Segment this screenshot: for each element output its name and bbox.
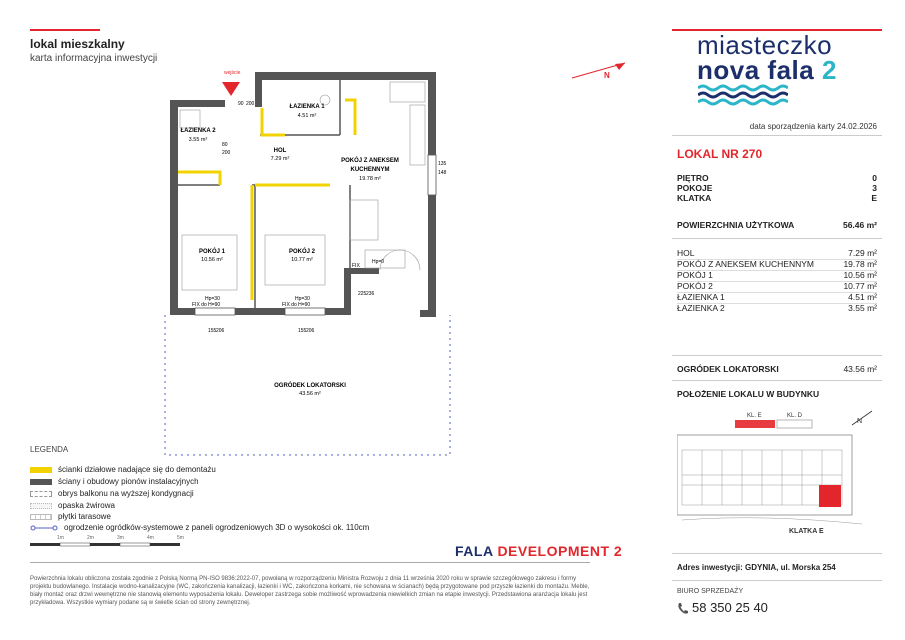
logo-waves-icon [698, 84, 788, 106]
room-label-lazienka2: ŁAZIENKA 2 [180, 128, 216, 134]
room-area-pokoj2: 10.77 m² [291, 257, 313, 263]
divider [672, 355, 882, 356]
dim-label: 225 [358, 291, 367, 297]
area-row: POWIERZCHNIA UŻYTKOWA 56.46 m² [677, 220, 877, 230]
tiles-swatch-icon [30, 514, 52, 520]
yellow-swatch-icon [30, 467, 52, 473]
dim-label: 135 [438, 161, 447, 167]
balcony-swatch-icon [30, 491, 52, 497]
kl-d-label: KL. D [787, 413, 803, 419]
room-area-pokoj1: 10.56 m² [201, 257, 223, 263]
fix-label-1: FIX do H=90 [192, 302, 221, 308]
address: Adres inwestycji: GDYNIA, ul. Morska 254 [677, 563, 836, 572]
kl-e-label: KL. E [747, 413, 762, 419]
page-title: lokal mieszkalny [30, 37, 125, 51]
north-arrow-icon [852, 411, 872, 425]
room-area-ogrodek: 43.56 m² [299, 391, 321, 397]
divider [672, 135, 882, 136]
legend-item: ścianki działowe nadające się do demontażu [30, 464, 216, 475]
dim-label: 148 [438, 170, 447, 176]
room-area-lazienka2: 3.55 m² [188, 137, 208, 143]
hp-label-1: Hp=30 [205, 296, 220, 302]
room-row: POKÓJ 1 10.56 m² [677, 270, 877, 280]
logo-line1: miasteczko [697, 30, 833, 60]
footer-rule [30, 562, 590, 563]
svg-text:N: N [857, 418, 863, 425]
legend-item: ogrodzenie ogródków-systemowe z paneli ogrodzeniowych 3D o wysokości ok. 110cm [30, 522, 369, 533]
dim-label: 155 [208, 328, 217, 334]
room-label-salon: POKÓJ Z ANEKSEM [341, 158, 399, 164]
room-label-pokoj1: POKÓJ 1 [198, 249, 226, 255]
klatka-row: KLATKA E [677, 193, 877, 203]
hp-label-2: Hp=30 [295, 296, 310, 302]
logo-number: 2 [821, 55, 837, 85]
floor-plan [160, 60, 460, 470]
svg-text:5m: 5m [177, 535, 184, 541]
pokoje-row: POKOJE 3 [677, 183, 877, 193]
svg-text:N: N [604, 71, 610, 80]
legend-item: ściany i obudowy pionów instalacyjnych [30, 476, 199, 487]
date-card: data sporządzenia karty 24.02.2026 [749, 122, 877, 131]
gravel-swatch-icon [30, 503, 52, 509]
building-position-map [677, 405, 882, 540]
room-area-lazienka1: 4.51 m² [297, 113, 317, 119]
legend-item: opaska żwirowa [30, 500, 115, 511]
north-arrow-icon [570, 58, 630, 82]
svg-text:3m: 3m [117, 535, 124, 541]
page-subtitle: karta informacyjna inwestycji [30, 53, 158, 64]
dim-label: 80 [222, 142, 228, 148]
room-label-hol: HOL [273, 148, 287, 154]
biuro-label: BIURO SPRZEDAŻY [677, 588, 744, 595]
divider [672, 238, 882, 239]
klatka-e-label: KLATKA E [789, 528, 824, 535]
phone-number[interactable]: 58 350 25 40 [692, 600, 768, 615]
hp-label-3: Hp=0 [372, 259, 385, 265]
logo-word: nova fala [697, 55, 815, 85]
legend-item: obrys balkonu na wyższej kondygnacji [30, 488, 194, 499]
unit-highlight [819, 485, 841, 507]
dim-label: 200 [246, 101, 255, 107]
wall-swatch-icon [30, 479, 52, 485]
divider [672, 580, 882, 581]
legend-title: LEGENDA [30, 445, 69, 454]
fix-label-3: FIX [352, 263, 360, 269]
lokal-title: LOKAL NR 270 [677, 147, 763, 161]
room-row: POKÓJ 2 10.77 m² [677, 281, 877, 291]
fix-label-2: FIX do H=90 [282, 302, 311, 308]
divider [672, 380, 882, 381]
phone-icon [677, 602, 688, 615]
dim-label: 206 [216, 328, 225, 334]
dim-label: 155 [298, 328, 307, 334]
brand-logo: FALA DEVELOPMENT 2 [455, 543, 623, 559]
room-row: HOL 7.29 m² [677, 248, 877, 258]
header-rule [30, 29, 100, 31]
divider [672, 553, 882, 554]
room-area-salon: 19.78 m² [359, 176, 381, 182]
room-row: ŁAZIENKA 2 3.55 m² [677, 303, 877, 313]
room-label-salon-2: KUCHENNYM [350, 167, 390, 173]
legend-item: płytki tarasowe [30, 511, 111, 522]
room-row: ŁAZIENKA 1 4.51 m² [677, 292, 877, 302]
dim-label: 200 [222, 150, 231, 156]
kl-e-highlight [735, 420, 775, 428]
dim-label: 236 [366, 291, 375, 297]
room-area-hol: 7.29 m² [270, 156, 290, 162]
scale-bar [30, 531, 195, 551]
footer-note: Powierzchnia lokalu obliczona została zgodnie z Polską Normą PN-ISO 9836:2022-07, powołaną w rozporządzeniu Ministra Rozwoju z dnia 11 września 2020 roku w sprawie szczegółowego zakresu i formy projektu budowlanego. Instalacje wodno-kanalizacyjne (WC, zakończenia kanalizacji, łazienki i WC, zakończona korkami, nie schowana w ścianach) będą przygotowane pod przyszłe łazienki do montażu. Meble, biały montaż oraz drzwi wewnętrzne nie stanowią elementu wyposażenia lokalu. Deweloper zastrzega sobie możliwość wprowadzenia niewielkich zmian na etapie inwestycji. Przedstawiona aranżacja lokalu jest przykładowa. Wszystkie wymiary podane są w świetle ścian od strony zewnętrznej. [30, 576, 590, 606]
room-label-pokoj2: POKÓJ 2 [288, 249, 316, 255]
svg-text:2m: 2m [87, 535, 94, 541]
dim-label: 90 [238, 101, 244, 107]
room-label-lazienka1: ŁAZIENKA 1 [289, 104, 325, 110]
svg-text:1m: 1m [57, 535, 64, 541]
entrance-label: wejście [224, 70, 241, 76]
pietro-row: PIĘTRO 0 [677, 173, 877, 183]
position-row: POŁOŻENIE LOKALU W BUDYNKU [677, 389, 820, 399]
logo-line2 [697, 55, 837, 86]
dim-label: 206 [306, 328, 315, 334]
room-label-ogrodek: OGRÓDEK LOKATORSKI [274, 383, 346, 389]
svg-text:4m: 4m [147, 535, 154, 541]
room-row: POKÓJ Z ANEKSEM KUCHENNYM 19.78 m² [677, 259, 877, 269]
garden-row: OGRÓDEK LOKATORSKI 43.56 m² [677, 364, 877, 374]
